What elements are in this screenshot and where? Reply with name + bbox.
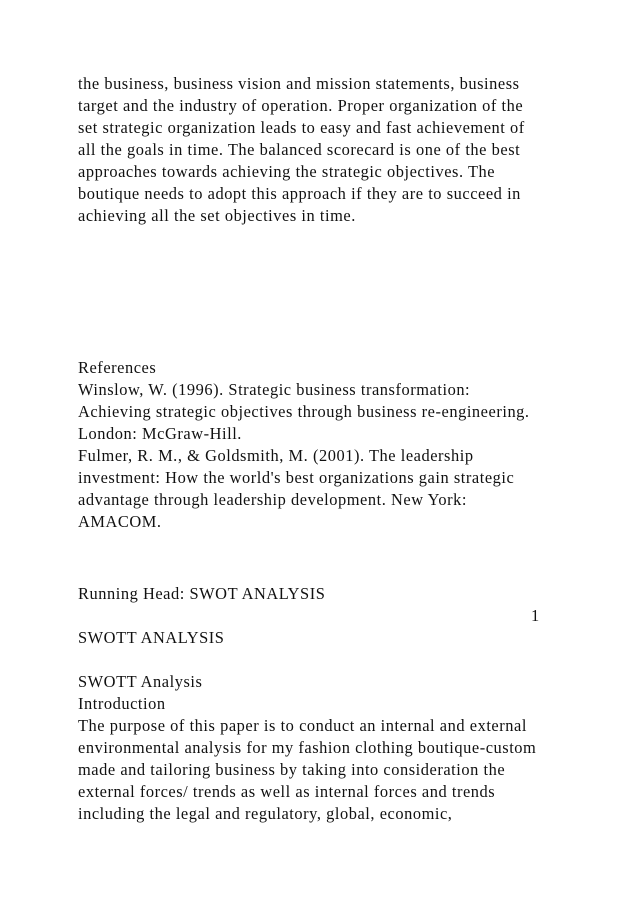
reference-line: London: McGraw-Hill. xyxy=(78,424,242,443)
text-line: environmental analysis for my fashion clothing boutique-custom xyxy=(78,738,537,757)
text-line: achieving all the set objectives in time. xyxy=(78,206,356,225)
running-head xyxy=(78,583,618,605)
text-line: approaches towards achieving the strategic objectives. The xyxy=(78,162,496,181)
text-line: external forces/ trends as well as internal forces and trends xyxy=(78,782,496,801)
text-line: boutique needs to adopt this approach if they are to succeed in xyxy=(78,184,521,203)
paper-title-caps xyxy=(78,627,618,649)
introduction-section xyxy=(78,671,618,825)
text-line: including the legal and regulatory, global, economic, xyxy=(78,804,453,823)
text-line: set strategic organization leads to easy and fast achievement of xyxy=(78,118,525,137)
introduction-heading: Introduction xyxy=(78,694,166,713)
title-caps-text: SWOTT ANALYSIS xyxy=(78,628,225,647)
reference-line: investment: How the world's best organizations gain strategic xyxy=(78,468,515,487)
reference-line: AMACOM. xyxy=(78,512,162,531)
text-line: target and the industry of operation. Proper organization of the xyxy=(78,96,524,115)
conclusion-paragraph xyxy=(78,73,618,227)
paper-title: SWOTT Analysis xyxy=(78,672,203,691)
reference-line: advantage through leadership development. New York: xyxy=(78,490,468,509)
references-heading: References xyxy=(78,358,157,377)
running-head-text: Running Head: SWOT ANALYSIS xyxy=(78,584,326,603)
text-line: made and tailoring business by taking into consideration the xyxy=(78,760,506,779)
references-section xyxy=(78,357,618,533)
reference-line: Fulmer, R. M., & Goldsmith, M. (2001). The leadership xyxy=(78,446,474,465)
text-line: all the goals in time. The balanced scorecard is one of the best xyxy=(78,140,521,159)
page-number: 1 xyxy=(531,606,540,625)
reference-line: Achieving strategic objectives through business re-engineering. xyxy=(78,402,530,421)
reference-line: Winslow, W. (1996). Strategic business transformation: xyxy=(78,380,471,399)
text-line: the business, business vision and mission statements, business xyxy=(78,74,520,93)
text-line: The purpose of this paper is to conduct an internal and external xyxy=(78,716,527,735)
